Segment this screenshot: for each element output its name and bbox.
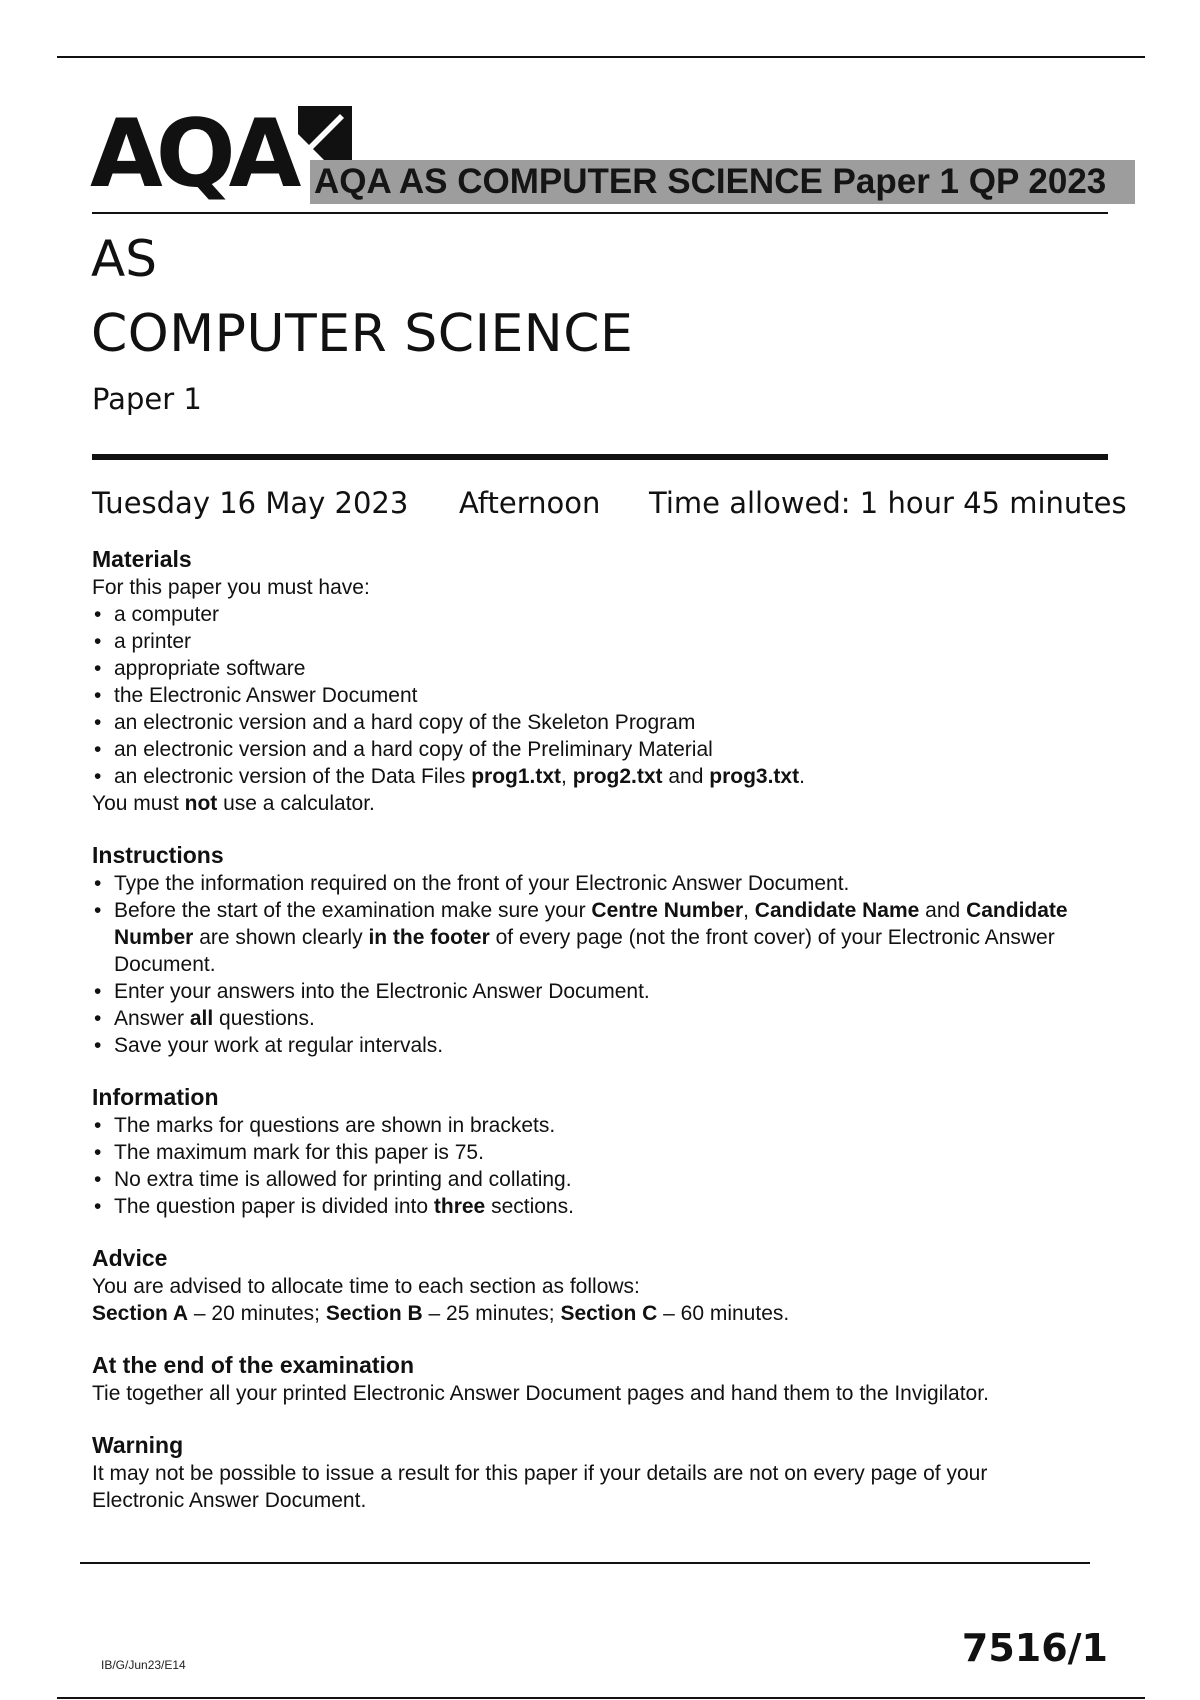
materials-intro: For this paper you must have: bbox=[92, 576, 370, 599]
data-file-3: prog3.txt bbox=[709, 765, 800, 788]
list-item: • the Electronic Answer Document bbox=[92, 682, 1108, 709]
list-item bbox=[92, 1005, 1108, 1032]
logo-mark-icon bbox=[296, 104, 354, 164]
calculator-text: You must bbox=[92, 792, 185, 815]
section-c-time: – 60 minutes. bbox=[657, 1302, 790, 1325]
advice-timings bbox=[92, 1300, 1108, 1327]
list-item: • an electronic version and a hard copy of the Skeleton Program bbox=[92, 709, 1108, 736]
data-files-suffix: . bbox=[799, 765, 805, 788]
time-allowed: Time allowed: 1 hour 45 minutes bbox=[649, 486, 1127, 520]
data-files-sep: , bbox=[561, 765, 573, 788]
data-files-prefix: an electronic version of the Data Files bbox=[114, 765, 472, 788]
instruction-emphasis: Candidate Name bbox=[754, 899, 920, 922]
advice-section bbox=[92, 1244, 1108, 1327]
instruction-text: are shown clearly bbox=[193, 926, 369, 949]
information-text: sections. bbox=[485, 1195, 574, 1218]
list-item: • No extra time is allowed for printing and collating. bbox=[92, 1166, 1108, 1193]
instruction-text: questions. bbox=[213, 1007, 315, 1030]
exam-date: Tuesday 16 May 2023 bbox=[92, 486, 409, 520]
footer-rule bbox=[80, 1562, 1090, 1564]
cover-content bbox=[92, 545, 1108, 1538]
end-of-exam-section bbox=[92, 1351, 1108, 1407]
instructions-heading: Instructions bbox=[92, 842, 224, 868]
advice-heading: Advice bbox=[92, 1245, 168, 1271]
logo-text: AQA bbox=[90, 100, 295, 209]
instruction-text: of every page (not the front cover) of your Electronic Answer Document. bbox=[114, 926, 1055, 976]
section-a-label: Section A bbox=[92, 1302, 189, 1325]
instructions-list bbox=[92, 870, 1108, 1059]
warning-heading: Warning bbox=[92, 1432, 184, 1458]
title-rule bbox=[92, 454, 1108, 460]
section-b-time: – 25 minutes; bbox=[422, 1302, 561, 1325]
top-rule bbox=[57, 56, 1145, 58]
information-text: The question paper is divided into bbox=[114, 1195, 434, 1218]
qualification-level: AS bbox=[91, 230, 157, 288]
list-item: • an electronic version and a hard copy of the Preliminary Material bbox=[92, 736, 1108, 763]
instruction-emphasis: in the footer bbox=[368, 926, 490, 949]
section-c-label: Section C bbox=[560, 1302, 658, 1325]
paper-number: Paper 1 bbox=[92, 382, 202, 416]
bottom-rule bbox=[57, 1697, 1145, 1699]
instruction-emphasis: all bbox=[189, 1007, 214, 1030]
instructions-section bbox=[92, 841, 1108, 1059]
subject-title: COMPUTER SCIENCE bbox=[91, 304, 634, 364]
instruction-text: and bbox=[919, 899, 967, 922]
instruction-text: Before the start of the examination make sure your bbox=[114, 899, 592, 922]
section-b-label: Section B bbox=[325, 1302, 423, 1325]
list-item: • The maximum mark for this paper is 75. bbox=[92, 1139, 1108, 1166]
list-item bbox=[92, 897, 1074, 978]
materials-heading: Materials bbox=[92, 546, 192, 572]
information-heading: Information bbox=[92, 1084, 219, 1110]
list-item: • appropriate software bbox=[92, 655, 1108, 682]
header-banner: AQA AS COMPUTER SCIENCE Paper 1 QP 2023 bbox=[310, 160, 1135, 204]
warning-section bbox=[92, 1431, 1108, 1514]
header-rule bbox=[92, 212, 1108, 214]
warning-text: It may not be possible to issue a result for this paper if your details are not on every page of your Electronic Answer Document. bbox=[92, 1462, 988, 1512]
footer-reference: IB/G/Jun23/E14 bbox=[101, 1658, 186, 1672]
data-files-sep: and bbox=[662, 765, 710, 788]
instruction-emphasis: Candidate Number bbox=[114, 899, 1068, 949]
instruction-emphasis: Centre Number bbox=[591, 899, 744, 922]
list-item: • a computer bbox=[92, 601, 1108, 628]
data-file-2: prog2.txt bbox=[572, 765, 663, 788]
materials-section bbox=[92, 545, 1108, 817]
end-of-exam-heading: At the end of the examination bbox=[92, 1352, 415, 1378]
information-list bbox=[92, 1112, 1108, 1220]
list-item: • Save your work at regular intervals. bbox=[92, 1032, 1108, 1059]
data-files-item bbox=[92, 763, 1108, 790]
list-item: • Type the information required on the front of your Electronic Answer Document. bbox=[92, 870, 1108, 897]
advice-intro: You are advised to allocate time to each section as follows: bbox=[92, 1275, 640, 1298]
data-file-1: prog1.txt bbox=[471, 765, 562, 788]
list-item: • Enter your answers into the Electronic Answer Document. bbox=[92, 978, 1108, 1005]
exam-session: Afternoon bbox=[459, 486, 601, 520]
information-emphasis: three bbox=[433, 1195, 486, 1218]
paper-code: 7516/1 bbox=[961, 1626, 1108, 1670]
calculator-note bbox=[92, 790, 1108, 817]
information-section bbox=[92, 1083, 1108, 1220]
instruction-text: , bbox=[743, 899, 755, 922]
list-item: • a printer bbox=[92, 628, 1108, 655]
instruction-text: Answer bbox=[114, 1007, 190, 1030]
calculator-emphasis: not bbox=[184, 792, 218, 815]
end-of-exam-text: Tie together all your printed Electronic Answer Document pages and hand them to the Invigilator. bbox=[92, 1382, 989, 1405]
calculator-text: use a calculator. bbox=[217, 792, 375, 815]
list-item bbox=[92, 1193, 1108, 1220]
section-a-time: – 20 minutes; bbox=[188, 1302, 326, 1325]
list-item: • The marks for questions are shown in brackets. bbox=[92, 1112, 1108, 1139]
materials-list bbox=[92, 601, 1108, 790]
